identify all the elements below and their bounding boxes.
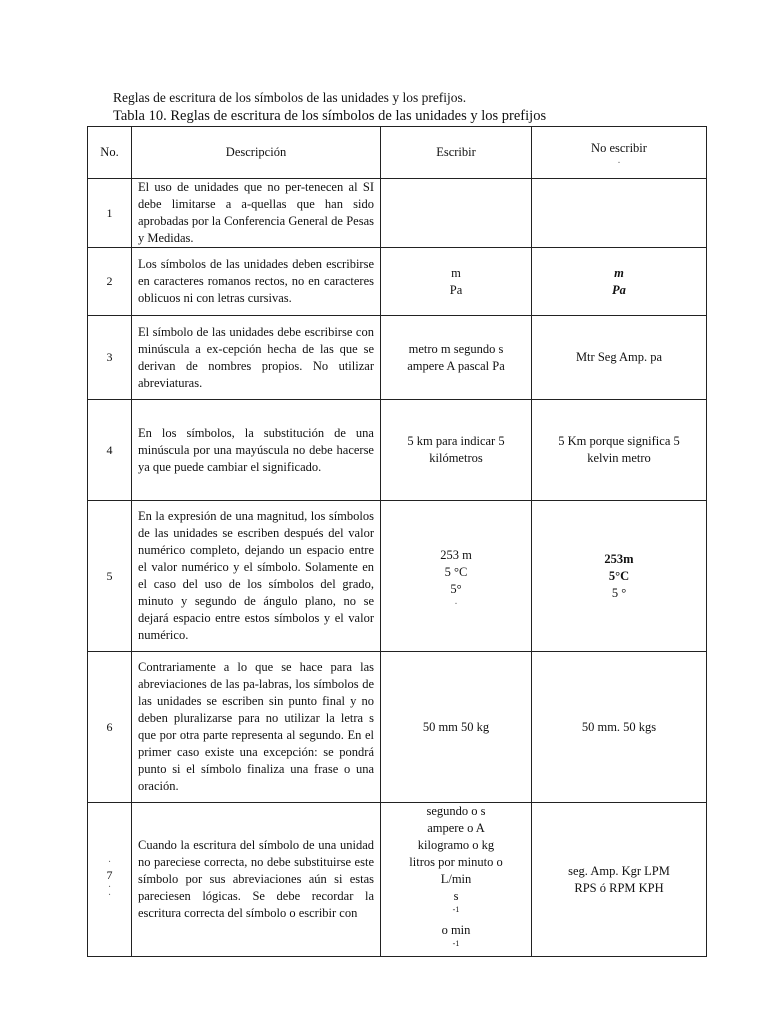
escribir-value: m: [451, 265, 461, 280]
row-no-escribir: [532, 316, 707, 400]
row-no-escribir: [532, 803, 707, 957]
row-number: 3: [88, 316, 132, 400]
row-number: 7: [106, 868, 113, 882]
row-number: 2: [88, 248, 132, 316]
table-row: [88, 803, 707, 957]
no-escribir-value: 5°C: [608, 568, 630, 583]
escribir-value: kilómetros: [429, 451, 483, 465]
table-row: [88, 179, 707, 248]
row-description: En la expresión de una magnitud, los símbolos de las unidades se escriben después del valor numérico completo, dejando un espacio entre el valor numérico y el símbolo. Solamente en el caso del uso de los símbolos del grado, minuto y segundo de ángulo plano, no se dejará espacio entre estos símbolos y el valor numérico.: [132, 501, 381, 652]
escribir-value: L/min: [440, 872, 472, 886]
row-description: Contrariamente a lo que se hace para las abreviaciones de las pa-labras, los símbolos de las unidades se escriben sin punto final y no deben pluralizarse para no utilizar la letra s que por otra parte representa al segundo. En el primer caso existe una excepción: se pondrá punto si el símbolo finaliza una frase o una oración.: [132, 652, 381, 803]
header-no: No.: [88, 127, 132, 179]
row-number: 1: [88, 179, 132, 248]
table-row: [88, 316, 707, 400]
rules-table: [87, 126, 707, 957]
escribir-value: 50 mm 50 kg: [422, 719, 490, 734]
escribir-value: segundo o s: [426, 804, 486, 818]
row-description: El uso de unidades que no per-tenecen al SI debe limitarse a a-quellas que han sido aprobadas por la Conferencia General de Pesas y Medidas.: [132, 179, 381, 248]
escribir-value-inverse: s $^{-1}$ o min $^{-1}$: [441, 889, 471, 948]
no-escribir-value: 5 Km porque significa 5: [558, 434, 680, 448]
row-no-escribir: [532, 179, 707, 248]
table-row: [88, 400, 707, 501]
row-number: 5: [88, 501, 132, 652]
document-heading: [113, 89, 753, 125]
row-escribir: [381, 400, 532, 501]
row-number-cell: · 7 · ·: [88, 803, 132, 957]
row-number: 6: [88, 652, 132, 803]
row-no-escribir: [532, 501, 707, 652]
no-escribir-value: kelvin metro: [587, 451, 651, 465]
header-no-escribir-label: No escribir: [591, 141, 647, 155]
row-description: Los símbolos de las unidades deben escribirse en caracteres romanos rectos, no en caracteres oblicuos ni con letras cursivas.: [132, 248, 381, 316]
row-escribir: [381, 652, 532, 803]
escribir-value: 5°: [450, 581, 462, 596]
row-escribir: [381, 316, 532, 400]
row-number: 4: [88, 400, 132, 501]
no-escribir-value: 253m: [604, 551, 634, 566]
row-description: El símbolo de las unidades debe escribirse con minúscula a ex-cepción hecha de las que se derivan de nombres propios. No utilizar abreviaturas.: [132, 316, 381, 400]
heading-line-1: Reglas de escritura de los símbolos de las unidades y los prefijos.: [113, 90, 467, 105]
escribir-value: kilogramo o kg: [417, 838, 495, 852]
no-escribir-value: seg. Amp. Kgr LPM: [568, 863, 670, 878]
row-description: Cuando la escritura del símbolo de una unidad no pareciese correcta, no debe substituirse este símbolo por sus abreviaciones aún si estas pareciesen lógicas. Se debe recordar la escritura correcta del símbolo o escribir con: [132, 803, 381, 957]
no-escribir-value: Pa: [612, 282, 626, 297]
escribir-value: 5 km para indicar 5: [407, 434, 505, 448]
row-escribir: [381, 803, 532, 957]
no-escribir-value: 5 °: [611, 585, 627, 600]
table-row: [88, 652, 707, 803]
escribir-value: Pa: [449, 282, 463, 297]
no-escribir-value: Mtr Seg Amp. pa: [575, 350, 663, 364]
table-row: [88, 501, 707, 652]
escribir-value: 5 °C: [444, 564, 468, 579]
table-header-row: [88, 127, 707, 179]
no-escribir-value: RPS ó RPM KPH: [574, 880, 664, 895]
row-escribir: [381, 248, 532, 316]
row-no-escribir: [532, 400, 707, 501]
row-escribir: 253 m 5 °C 5° .: [381, 501, 532, 652]
header-escribir: Escribir: [381, 127, 532, 179]
header-no-escribir: No escribir .: [532, 127, 707, 179]
escribir-value: litros por minuto o: [409, 855, 503, 869]
row-escribir: [381, 179, 532, 248]
table-caption: Tabla 10. Reglas de escritura de los símbolos de las unidades y los prefijos: [113, 108, 547, 124]
escribir-value: metro m segundo s: [408, 341, 504, 356]
no-escribir-value: 50 mm. 50 kgs: [581, 719, 657, 734]
table-row: [88, 248, 707, 316]
row-description: En los símbolos, la substitución de una minúscula por una mayúscula no debe hacerse ya que puede cambiar el significado.: [132, 400, 381, 501]
no-escribir-value: m: [614, 265, 624, 280]
row-no-escribir: [532, 248, 707, 316]
escribir-value: ampere o A: [427, 821, 485, 835]
escribir-value: ampere A pascal Pa: [407, 358, 505, 373]
header-descripcion: Descripción: [132, 127, 381, 179]
escribir-value: 253 m: [440, 547, 472, 562]
row-no-escribir: [532, 652, 707, 803]
